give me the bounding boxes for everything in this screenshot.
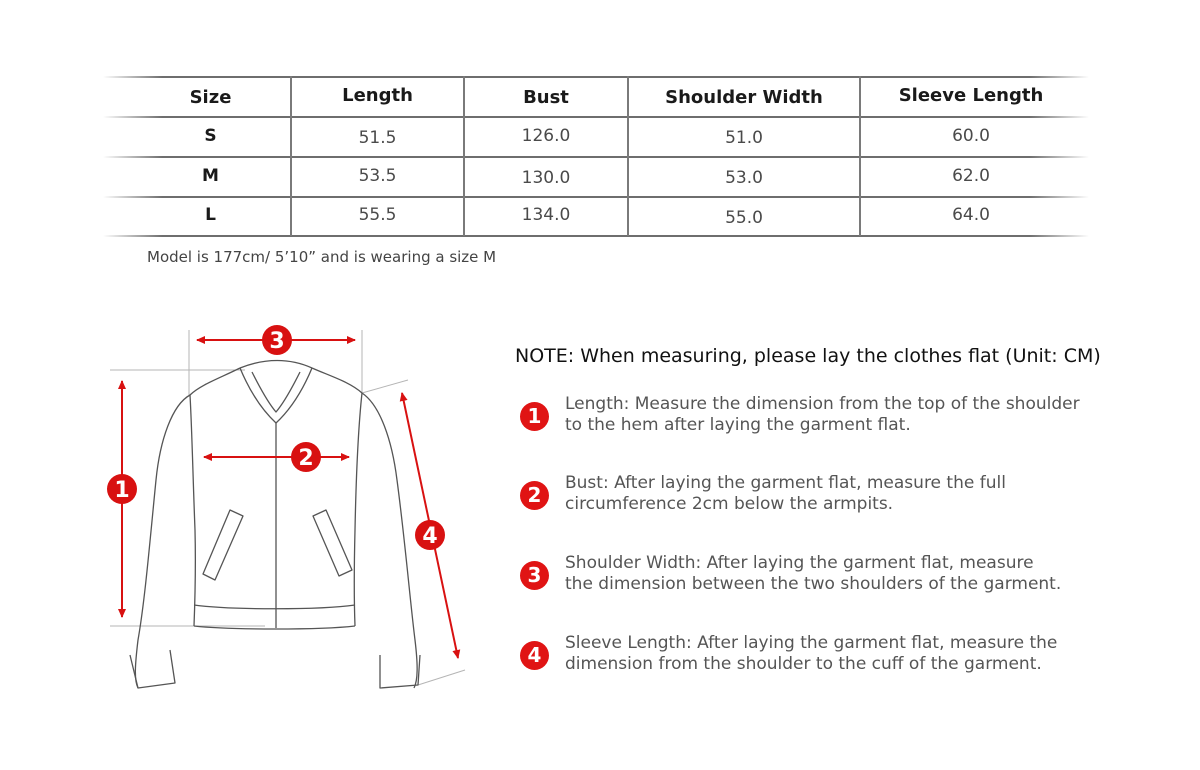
column-header-sleeve-length: Sleeve Length xyxy=(898,85,1044,106)
column-header-length: Length xyxy=(342,85,413,106)
note-item-bust xyxy=(520,473,1120,523)
marker-2-label: 2 xyxy=(298,446,314,471)
table-cell: 55.0 xyxy=(725,208,763,228)
note-line: to the hem after laying the garment flat. xyxy=(565,415,911,435)
note-item-sleeve-length xyxy=(520,633,1120,683)
note-line: Length: Measure the dimension from the top of the shoulder xyxy=(565,394,1080,414)
note-number-badge: 2 xyxy=(520,481,549,510)
note-line: dimension from the shoulder to the cuff of the garment. xyxy=(565,654,1042,674)
jacket-outline xyxy=(130,361,420,689)
table-cell: 51.5 xyxy=(358,128,397,148)
size-label: L xyxy=(205,205,216,225)
size-label: S xyxy=(204,126,217,146)
column-header-size: Size xyxy=(189,87,232,108)
note-number-badge: 3 xyxy=(520,561,549,590)
column-header-shoulder-width: Shoulder Width xyxy=(665,87,823,108)
size-label: M xyxy=(202,166,219,186)
table-cell: 53.5 xyxy=(358,166,397,186)
note-item-shoulder-width xyxy=(520,553,1120,603)
table-cell: 60.0 xyxy=(952,126,990,146)
model-size-note: Model is 177cm/ 5’10” and is wearing a size M xyxy=(147,248,497,266)
note-number-badge: 1 xyxy=(520,402,549,431)
jacket-measurement-diagram xyxy=(100,318,480,698)
note-text xyxy=(565,633,1085,675)
note-text xyxy=(565,553,1085,595)
marker-1 xyxy=(107,474,137,504)
marker-1-label: 1 xyxy=(114,478,130,503)
table-cell: 130.0 xyxy=(521,168,571,188)
guide-lines xyxy=(110,330,465,685)
table-cell: 53.0 xyxy=(725,168,763,188)
note-item-length xyxy=(520,394,1120,444)
column-header-bust: Bust xyxy=(523,87,569,108)
note-line: Sleeve Length: After laying the garment flat, measure the xyxy=(565,633,1058,653)
table-cell: 62.0 xyxy=(952,166,990,186)
marker-4-label: 4 xyxy=(422,524,438,549)
marker-2 xyxy=(291,442,321,472)
table-cell: 51.0 xyxy=(725,128,763,148)
table-cell: 64.0 xyxy=(952,205,990,225)
marker-3 xyxy=(262,325,292,355)
marker-3-label: 3 xyxy=(269,329,285,354)
measuring-note-title: NOTE: When measuring, please lay the clothes flat (Unit: CM) xyxy=(515,345,1101,367)
table-cell: 126.0 xyxy=(521,126,571,146)
size-table xyxy=(103,76,1089,236)
table-rule xyxy=(103,235,1089,237)
note-text xyxy=(565,473,1085,515)
table-cell: 55.5 xyxy=(358,205,397,225)
note-number-badge: 4 xyxy=(520,641,549,670)
note-line: the dimension between the two shoulders of the garment. xyxy=(565,574,1062,594)
measurement-arrows xyxy=(122,340,458,658)
note-text xyxy=(565,394,1085,436)
note-line: Bust: After laying the garment flat, measure the full xyxy=(565,473,1006,493)
marker-4 xyxy=(415,520,445,550)
note-line: Shoulder Width: After laying the garment flat, measure xyxy=(565,553,1034,573)
note-line: circumference 2cm below the armpits. xyxy=(565,494,894,514)
table-cell: 134.0 xyxy=(521,205,571,225)
